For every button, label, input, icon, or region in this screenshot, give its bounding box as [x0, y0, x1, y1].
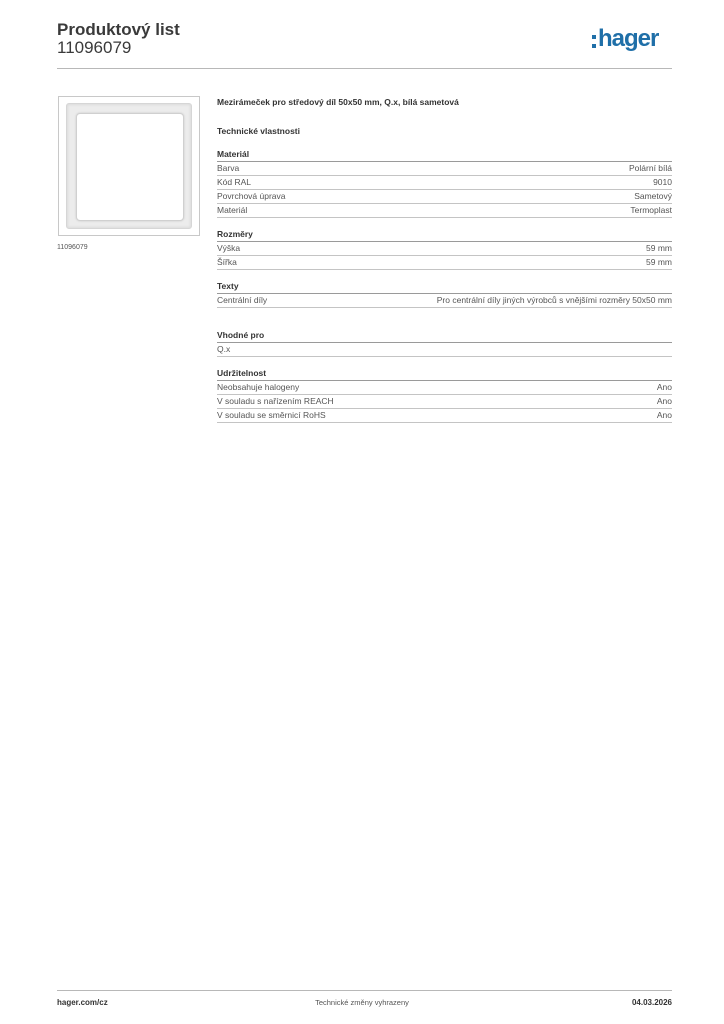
logo-text: hager — [598, 25, 659, 52]
table-row — [217, 343, 672, 357]
table-row — [217, 256, 672, 270]
product-image — [58, 96, 200, 236]
product-number: 11096079 — [57, 38, 132, 57]
table-row — [217, 242, 672, 256]
section-sustainability — [217, 367, 672, 423]
header-divider — [57, 68, 672, 69]
frame-opening — [76, 113, 184, 221]
table-row — [217, 381, 672, 395]
table-row — [217, 409, 672, 423]
footer-divider — [57, 990, 672, 991]
section-dimensions — [217, 228, 672, 270]
row-value: 9010 — [653, 177, 672, 187]
row-label: Výška — [217, 243, 241, 253]
section-heading: Udržitelnost — [217, 367, 672, 381]
footer-note: Technické změny vyhrazeny — [315, 998, 409, 1007]
image-caption: 11096079 — [57, 244, 88, 251]
row-label: Q.x — [217, 344, 231, 354]
row-label: Kód RAL — [217, 177, 252, 187]
table-row — [217, 294, 672, 308]
section-material — [217, 148, 672, 218]
row-label: Barva — [217, 163, 240, 173]
row-value: Ano — [656, 396, 672, 406]
table-row — [217, 190, 672, 204]
table-row — [217, 162, 672, 176]
row-label: Materiál — [217, 205, 248, 215]
product-details — [217, 94, 672, 423]
row-value: Ano — [656, 410, 672, 420]
row-label: V souladu se směrnicí RoHS — [217, 410, 326, 420]
row-value: 59 mm — [646, 243, 672, 253]
row-label: Šířka — [217, 257, 237, 267]
row-label: V souladu s nařízením REACH — [217, 396, 334, 406]
footer-date: 04.03.2026 — [631, 998, 672, 1007]
frame-product-icon — [66, 103, 192, 229]
row-value: 59 mm — [646, 257, 672, 267]
row-label: Povrchová úprava — [217, 191, 286, 201]
footer-website: hager.com/cz — [57, 998, 108, 1007]
section-suitable-for — [217, 329, 672, 357]
section-heading: Vhodné pro — [217, 329, 672, 343]
row-value: Polární bílá — [629, 163, 672, 173]
table-row — [217, 176, 672, 190]
row-value: Termoplast — [630, 205, 672, 215]
section-heading: Rozměry — [217, 228, 672, 242]
row-label: Centrální díly — [217, 295, 268, 305]
row-value: Pro centrální díly jiných výrobců s vnějšími rozměry 50x50 mm — [436, 295, 672, 305]
table-row — [217, 395, 672, 409]
technical-properties-title: Technické vlastnosti — [217, 126, 300, 136]
row-value: Ano — [656, 382, 672, 392]
table-row — [217, 204, 672, 218]
row-value: Sametový — [634, 191, 672, 201]
section-heading: Materiál — [217, 148, 672, 162]
page-title: Produktový list — [57, 20, 180, 39]
hager-logo — [592, 27, 658, 51]
product-title: Mezirámeček pro středový díl 50x50 mm, Q.x, bílá sametová — [217, 97, 459, 107]
logo-dots-icon — [592, 35, 596, 48]
section-texts — [217, 280, 672, 308]
section-heading: Texty — [217, 280, 672, 294]
row-label: Neobsahuje halogeny — [217, 382, 300, 392]
